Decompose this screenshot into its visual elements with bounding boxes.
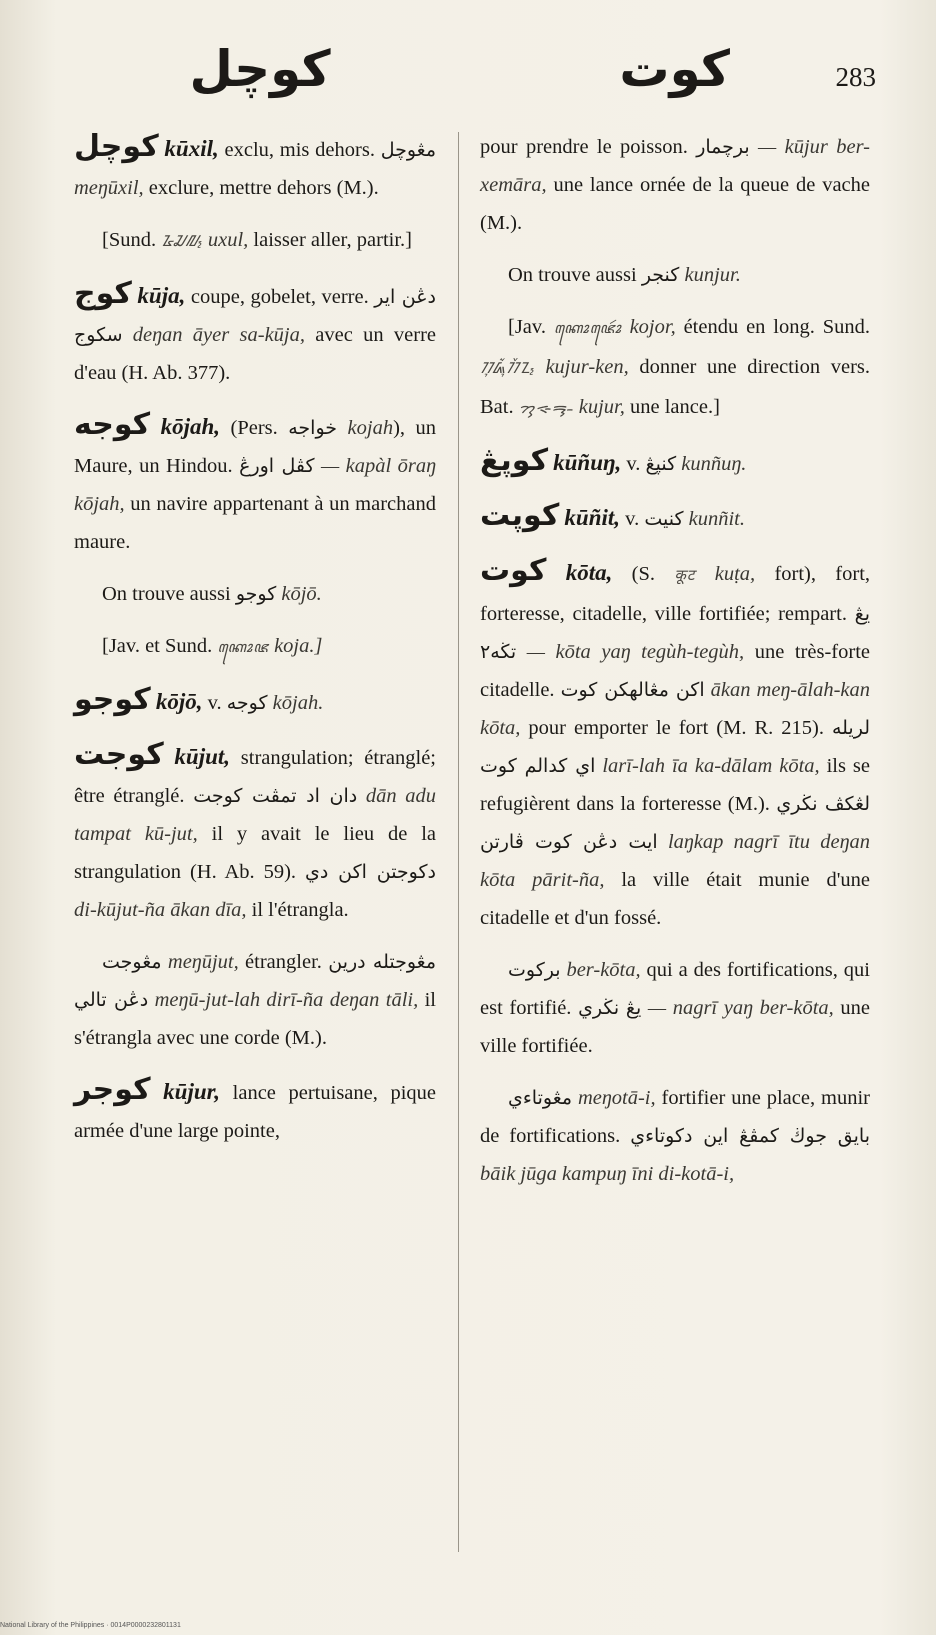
- javanese-script: ꦏꦺꦴꦗ: [217, 640, 269, 656]
- entry-kuja: [74, 275, 436, 392]
- example-arabic: لريله اي كدالم كوت: [480, 717, 870, 777]
- note-translit: kujur-ken,: [545, 356, 629, 378]
- example-arabic: دكوجتن اكن دي: [304, 861, 436, 883]
- see-lead: v.: [202, 692, 227, 714]
- see-translit: kunñit.: [688, 508, 745, 530]
- note-translit: koja.]: [274, 635, 323, 657]
- definition: fort), fort, forteresse, citadelle, ville fortifiée; rempart.: [480, 563, 871, 625]
- running-head-left: كوچل: [189, 40, 331, 98]
- example-translit: larī-lah īa ka-dālam kōta,: [602, 755, 820, 777]
- example-arabic: يڠ تڬه٢: [480, 603, 870, 663]
- example-definition: il s'étrangla avec une corde (M.).: [74, 989, 436, 1049]
- see-lead: v.: [620, 508, 645, 530]
- see-arabic: كنڽڠ: [645, 453, 677, 475]
- left-column: [74, 128, 436, 1164]
- derivative-mengota: [480, 1079, 870, 1193]
- note-definition: donner une direction vers. Bat.: [480, 356, 870, 418]
- etymology-translit: kuṭa,: [714, 563, 756, 585]
- note-translit: kojor,: [629, 316, 676, 338]
- derivative-arabic: بركوت: [508, 959, 561, 981]
- note-jav: [74, 627, 436, 667]
- derivative-translit: meŋūxil,: [74, 177, 144, 199]
- headword-arabic: كوجو: [74, 682, 151, 717]
- example-definition: ils se refugièrent dans la forteresse (M.).: [480, 755, 870, 815]
- entry-kujut: [74, 736, 436, 929]
- entry-kunit: [480, 497, 870, 538]
- example-translit: bāik jūga kampuŋ īni di-kotā-i,: [480, 1163, 735, 1185]
- headword-arabic: كوجر: [74, 1072, 151, 1107]
- derivative-translit: meŋūjut,: [167, 951, 239, 973]
- note-translit: kujur,: [578, 396, 625, 418]
- etymology-lead: (Pers.: [220, 417, 289, 439]
- headword-latin: kūñuŋ,: [553, 450, 622, 475]
- example-arabic: بايق جوڬ كمڤڠ اين دكوتاءي: [630, 1125, 871, 1147]
- also-arabic: كنجر: [641, 264, 680, 286]
- running-head-right: كوت: [619, 40, 730, 98]
- entry-kujur: [74, 1071, 436, 1150]
- example-arabic: دان اد تمڤت كوجت: [193, 785, 358, 807]
- note-definition: laisser aller, partir.]: [248, 229, 412, 251]
- entry-kojo: [74, 681, 436, 722]
- note-definition: étendu en long. Sund.: [675, 316, 871, 338]
- example-arabic: اكن مڠالهكن كوت: [560, 679, 705, 701]
- example-translit: — nagrī yaŋ ber-kōta,: [647, 997, 834, 1019]
- continued-text: pour prendre le poisson.: [480, 136, 697, 158]
- derivative-translit: meŋotā-i,: [577, 1087, 656, 1109]
- definition: coupe, gobelet, verre.: [185, 286, 375, 308]
- sundanese-script: ᮅᮎᮜ᮪: [161, 234, 203, 250]
- example-definition: il y avait le lieu de la strangulation (H. Ab. 59).: [74, 823, 436, 883]
- column-divider: [458, 132, 459, 1552]
- see-arabic: كوجه: [226, 692, 268, 714]
- example-arabic: يڠ: [625, 997, 642, 1019]
- headword-latin: kūjut,: [174, 744, 231, 769]
- definition: exclu, mis dehors.: [218, 139, 381, 161]
- definition: lance pertuisane, pique armée d'une large pointe,: [74, 1082, 437, 1142]
- entry-kojah: [74, 406, 436, 561]
- example-translit: dān adu tampat kū-jut,: [74, 785, 437, 845]
- example-translit: ākan meŋ-ālah-kan kōta,: [480, 679, 871, 739]
- etymology-translit: kojah: [347, 417, 394, 439]
- derivative-definition: étrangler.: [238, 951, 329, 973]
- example-definition: il l'étrangla.: [246, 899, 349, 921]
- derivative-menguju: [74, 943, 436, 1057]
- note-lead: [Jav. et Sund.: [102, 635, 218, 657]
- example-arabic: دڠن اير سكوج: [74, 286, 437, 346]
- entry-kuxil: [74, 128, 436, 207]
- headword-arabic: كوڽڠ: [480, 443, 549, 478]
- javanese-script: ꦏꦺꦴꦗꦺꦴꦂ: [553, 321, 622, 337]
- also-translit: kunjur.: [684, 264, 741, 286]
- example-translit: — kūjur ber-xemāra,: [480, 136, 871, 196]
- derivative-definition: exclure, mettre dehors (M.).: [143, 177, 379, 199]
- page-number: 283: [835, 62, 876, 92]
- headword-latin: kūxil,: [164, 136, 219, 161]
- also-arabic: كوجو: [235, 583, 277, 605]
- also-kunjur: [480, 256, 870, 294]
- see-translit: kunñuŋ.: [681, 453, 747, 475]
- derivative-definition: fortifier une place, munir de fortifications.: [480, 1087, 871, 1147]
- note-translit: uxul,: [207, 229, 249, 251]
- sundanese-script: ᮊᮥᮏᮥᮁᮊᮨᮔ᮪: [480, 361, 535, 377]
- entry-kujur-continued: [480, 128, 870, 242]
- example-definition: une très-forte citadelle.: [480, 641, 870, 701]
- also-kojo: [74, 575, 436, 613]
- example-definition: une ville fortifiée.: [480, 997, 870, 1057]
- definition: strangulation; étranglé; être étranglé.: [74, 747, 436, 807]
- see-translit: kōjah.: [272, 692, 324, 714]
- note-lead: [Sund.: [102, 229, 162, 251]
- derivative-arabic: مڠوتاءي: [508, 1087, 573, 1109]
- scan-footer: National Library of the Philippines · 0014P0000232801131: [0, 1622, 181, 1629]
- example-translit: — kapàl ōraŋ kōjah,: [74, 455, 436, 515]
- example-translit: — kōta yaŋ tegùh-tegùh,: [526, 641, 745, 663]
- note-lead: [Jav.: [508, 316, 554, 338]
- example-translit: laŋkap nagrī ītu deŋan kōta pārit-ña,: [480, 831, 871, 891]
- see-lead: v.: [621, 453, 646, 475]
- batak-script: ᯂᯮᯐᯮᯒ᯳: [518, 401, 574, 417]
- see-arabic: كنيت: [644, 508, 684, 530]
- headword-arabic: كوڽت: [480, 498, 560, 533]
- entry-kunurg: [480, 442, 870, 483]
- headword-latin: kūjur,: [163, 1079, 221, 1104]
- example-definition: avec un verre d'eau (H. Ab. 377).: [74, 324, 436, 384]
- headword-latin: kūja,: [137, 283, 186, 308]
- note-jav-sund-bat: [480, 308, 870, 428]
- derivative-berkota: [480, 951, 870, 1065]
- headword-latin: kōjō,: [155, 689, 203, 714]
- example-translit: deŋan āyer sa-kūja,: [132, 324, 305, 346]
- example-arabic: نڬري: [578, 997, 620, 1019]
- note-sund: [74, 221, 436, 261]
- also-translit: kōjō.: [281, 583, 322, 605]
- also-lead: On trouve aussi: [508, 264, 642, 286]
- definition: ), un Maure, un Hindou.: [74, 417, 437, 477]
- note-definition: une lance.]: [624, 396, 720, 418]
- example-arabic: برچمار: [696, 136, 750, 158]
- etymology-lead: (S.: [612, 563, 675, 585]
- headword-arabic: كوچل: [74, 129, 159, 164]
- example-definition: une lance ornée de la queue de vache (M.).: [480, 174, 870, 234]
- example-translit: di-kūjut-ña ākan dīa,: [74, 899, 247, 921]
- headword-arabic: كوجه: [74, 407, 151, 442]
- derivative-arabic: مڠوجت: [102, 951, 162, 973]
- sanskrit-script: कूट: [674, 568, 696, 584]
- headword-arabic: كوج: [74, 276, 132, 311]
- etymology-arabic: خواجه: [288, 417, 338, 439]
- entry-kota: [480, 552, 870, 937]
- headword-arabic: كوجت: [74, 737, 164, 772]
- headword-latin: kōjah,: [160, 414, 221, 439]
- example-arabic: لڠكڤ نڬري ايت دڠن كوت ڤارتن: [480, 793, 870, 853]
- right-column: [480, 128, 870, 1207]
- example-translit: meŋū-jut-lah dirī-ña deŋan tāli,: [154, 989, 419, 1011]
- example-definition: un navire appartenant à un marchand maure.: [74, 493, 436, 553]
- derivative-definition: qui a des fortifications, qui est fortifié.: [480, 959, 871, 1019]
- derivative-arabic: مڠوچل: [380, 139, 436, 161]
- example-arabic: كڤل اورڠ: [239, 455, 315, 477]
- example-definition: la ville était munie d'une citadelle et d'un fossé.: [480, 869, 870, 929]
- derivative-translit: ber-kōta,: [566, 959, 641, 981]
- headword-latin: kūñit,: [564, 505, 621, 530]
- also-lead: On trouve aussi: [102, 583, 236, 605]
- headword-latin: kōta,: [565, 560, 613, 585]
- example-definition: pour emporter le fort (M. R. 215).: [520, 717, 832, 739]
- example-arabic: مڠوجتله درين دڠن تالي: [74, 951, 436, 1011]
- headword-arabic: كوت: [480, 553, 547, 588]
